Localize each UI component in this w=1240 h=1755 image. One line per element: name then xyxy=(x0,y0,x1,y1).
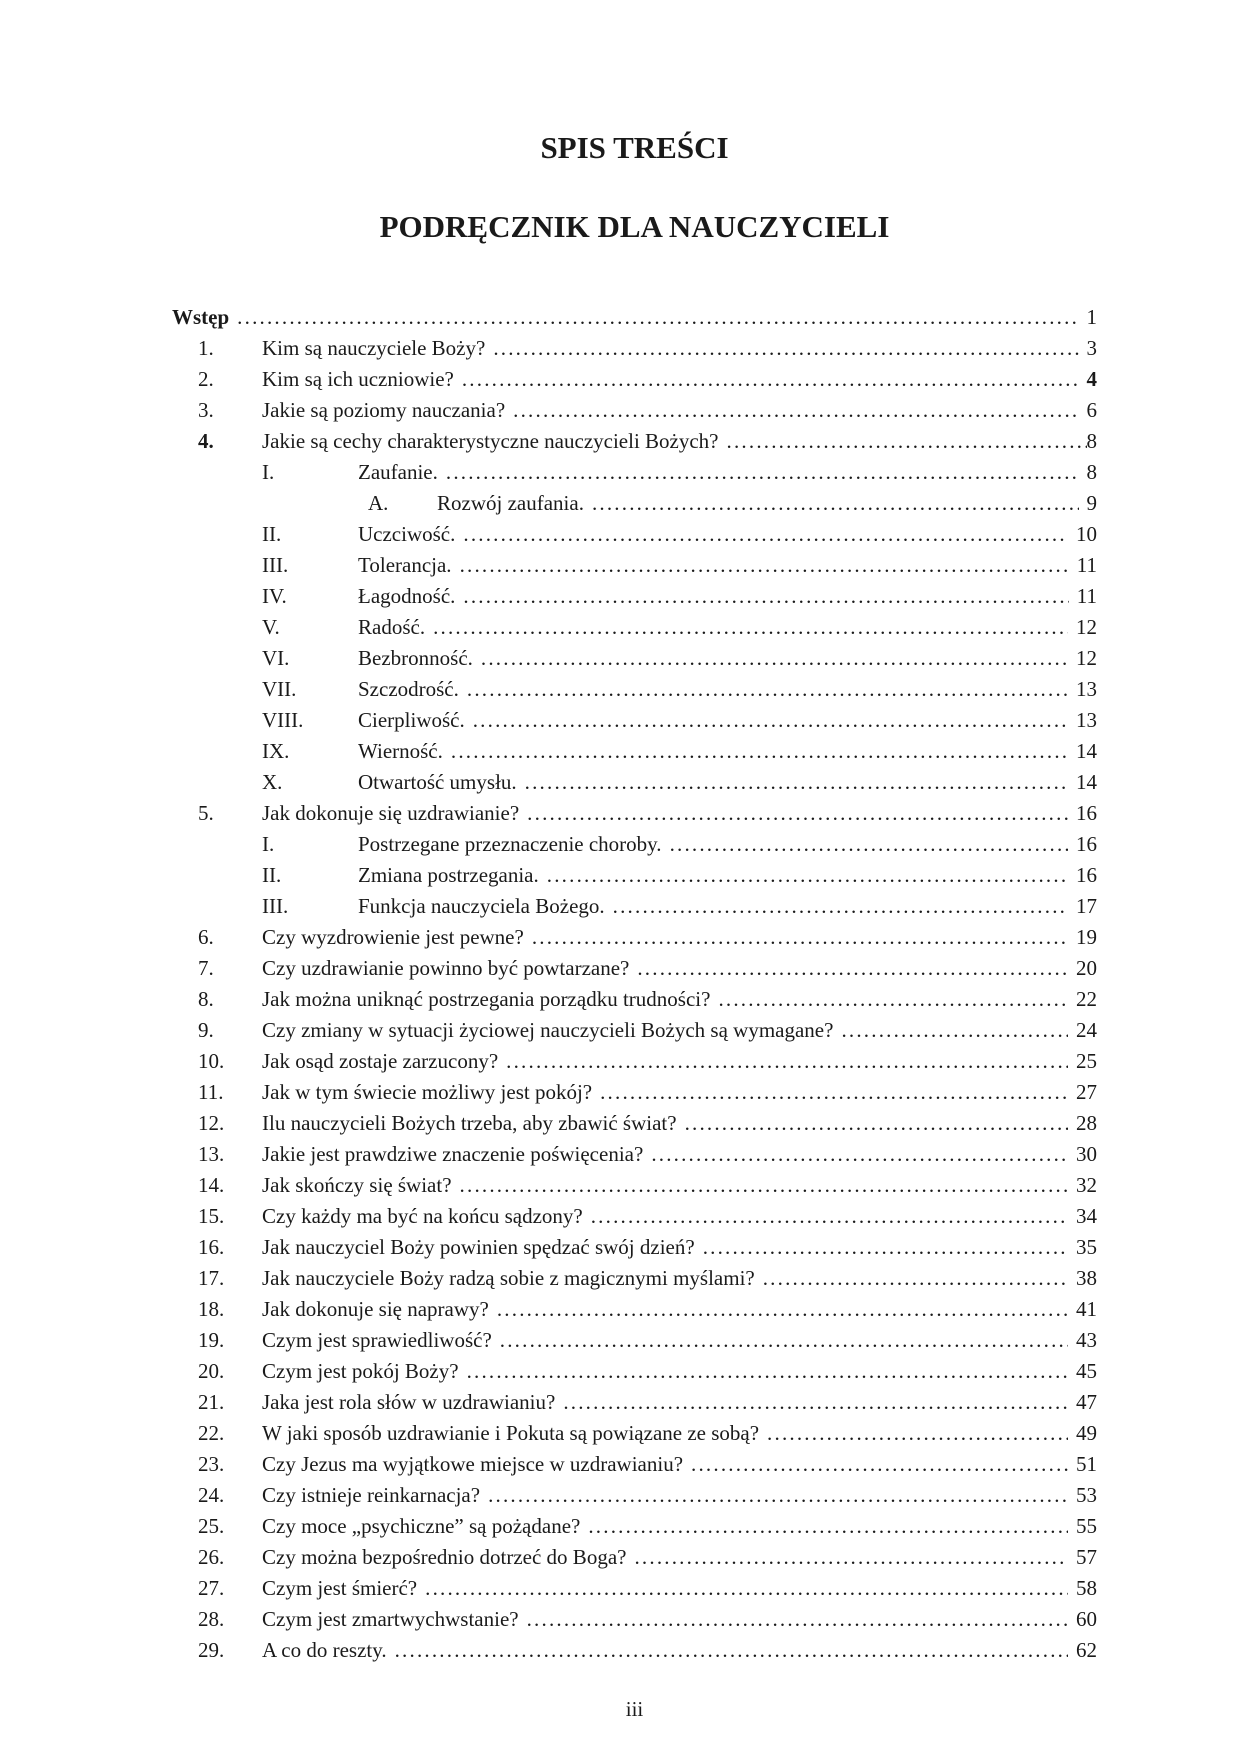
toc-item-number: 5. xyxy=(198,801,214,825)
toc-row xyxy=(172,1511,1097,1542)
toc-row xyxy=(172,550,1097,581)
toc-item-number: II. xyxy=(262,863,282,887)
toc-row xyxy=(172,953,1097,984)
toc-item-number: 22. xyxy=(198,1421,225,1445)
dot-leader xyxy=(563,1387,1068,1418)
dot-leader xyxy=(462,364,1079,395)
toc-item-page: 14 xyxy=(1076,739,1097,763)
toc-item-page: 11 xyxy=(1076,584,1097,608)
page-title: SPIS TREŚCI xyxy=(540,130,729,165)
dot-leader xyxy=(592,488,1079,519)
toc-item-page: 13 xyxy=(1076,677,1097,701)
toc-row xyxy=(172,643,1097,674)
toc-item-page: 62 xyxy=(1076,1638,1097,1662)
toc-row xyxy=(172,674,1097,705)
toc-row xyxy=(172,581,1097,612)
toc-item-page: 13 xyxy=(1076,708,1097,732)
toc-item-number: VII. xyxy=(262,677,297,701)
toc-list xyxy=(172,302,1097,1666)
toc-item-title: Czy można bezpośrednio dotrzeć do Boga? xyxy=(262,1545,627,1569)
toc-row xyxy=(172,1170,1097,1201)
toc-item-title: Wierność. xyxy=(358,739,443,763)
toc-item-page: 12 xyxy=(1076,615,1097,639)
toc-row xyxy=(172,1325,1097,1356)
toc-item-title: Czy wyzdrowienie jest pewne? xyxy=(262,925,524,949)
toc-item-page: 9 xyxy=(1086,491,1097,515)
toc-item-page: 25 xyxy=(1076,1049,1097,1073)
toc-item-page: 28 xyxy=(1076,1111,1097,1135)
toc-item-title: Jakie są cechy charakterystyczne nauczycieli Bożych? xyxy=(262,429,719,453)
toc-item-title: Cierpliwość. xyxy=(358,708,465,732)
toc-item-number: 11. xyxy=(198,1080,224,1104)
toc-item-title: Czy istnieje reinkarnacja? xyxy=(262,1483,481,1507)
toc-row xyxy=(172,302,1097,333)
toc-item-title: Czy Jezus ma wyjątkowe miejsce w uzdrawianiu? xyxy=(262,1452,684,1476)
dot-leader xyxy=(670,829,1068,860)
dot-leader xyxy=(763,1263,1068,1294)
dot-leader xyxy=(395,1635,1068,1666)
dot-leader xyxy=(637,953,1068,984)
toc-item-number: 24. xyxy=(198,1483,225,1507)
toc-item-page: 8 xyxy=(1086,429,1097,453)
dot-leader xyxy=(703,1232,1068,1263)
toc-item-page: 24 xyxy=(1076,1018,1097,1042)
toc-item-title: Kim są ich uczniowie? xyxy=(262,367,454,391)
toc-row xyxy=(172,1108,1097,1139)
toc-row xyxy=(172,333,1097,364)
dot-leader xyxy=(500,1325,1068,1356)
toc-item-page: 20 xyxy=(1076,956,1097,980)
toc-item-number: 28. xyxy=(198,1607,225,1631)
dot-leader xyxy=(767,1418,1068,1449)
toc-item-number: 20. xyxy=(198,1359,225,1383)
dot-leader xyxy=(463,581,1068,612)
toc-row xyxy=(172,736,1097,767)
toc-item-title: Radość. xyxy=(358,615,426,639)
toc-item-page: 22 xyxy=(1076,987,1097,1011)
dot-leader xyxy=(513,395,1078,426)
toc-item-page: 16 xyxy=(1076,863,1097,887)
toc-item-page: 57 xyxy=(1076,1545,1097,1569)
toc-item-title: Jakie jest prawdziwe znaczenie poświęcenia? xyxy=(262,1142,644,1166)
dot-leader xyxy=(463,519,1068,550)
toc-row xyxy=(172,922,1097,953)
toc-item-page: 35 xyxy=(1076,1235,1097,1259)
toc-item-number: III. xyxy=(262,894,289,918)
toc-row xyxy=(172,1356,1097,1387)
toc-item-page: 51 xyxy=(1076,1452,1097,1476)
toc-item-title: Rozwój zaufania. xyxy=(437,491,584,515)
toc-item-number: 3. xyxy=(198,398,214,422)
toc-item-number: 25. xyxy=(198,1514,225,1538)
toc-item-title: Ilu nauczycieli Bożych trzeba, aby zbawić świat? xyxy=(262,1111,677,1135)
toc-item-number: X. xyxy=(262,770,283,794)
toc-item-page: 12 xyxy=(1076,646,1097,670)
toc-item-number: 23. xyxy=(198,1452,225,1476)
toc-row xyxy=(172,612,1097,643)
toc-item-title: Jak dokonuje się uzdrawianie? xyxy=(262,801,520,825)
toc-item-number: 8. xyxy=(198,987,214,1011)
toc-item-page: 49 xyxy=(1076,1421,1097,1445)
toc-item-page: 1 xyxy=(1086,305,1097,329)
toc-row xyxy=(172,829,1097,860)
toc-item-page: 10 xyxy=(1076,522,1097,546)
dot-leader xyxy=(425,1573,1068,1604)
toc-item-title: Czy uzdrawianie powinno być powtarzane? xyxy=(262,956,630,980)
toc-row xyxy=(172,767,1097,798)
toc-item-number: 21. xyxy=(198,1390,225,1414)
toc-item-title: Czym jest sprawiedliwość? xyxy=(262,1328,492,1352)
toc-item-title: Czy zmiany w sytuacji życiowej nauczycieli Bożych są wymagane? xyxy=(262,1018,834,1042)
toc-item-number: A. xyxy=(368,491,389,515)
toc-item-title: Zmiana postrzegania. xyxy=(358,863,539,887)
toc-item-title: Zaufanie. xyxy=(358,460,438,484)
toc-row xyxy=(172,1418,1097,1449)
toc-item-number: 15. xyxy=(198,1204,225,1228)
toc-item-title: Funkcja nauczyciela Bożego. xyxy=(358,894,605,918)
toc-item-title: Jak dokonuje się naprawy? xyxy=(262,1297,489,1321)
dot-leader xyxy=(433,612,1068,643)
toc-item-title: Czym jest zmartwychwstanie? xyxy=(262,1607,519,1631)
dot-leader xyxy=(506,1046,1068,1077)
page-number-footer: iii xyxy=(625,1697,644,1721)
toc-item-page: 41 xyxy=(1076,1297,1097,1321)
toc-row xyxy=(172,519,1097,550)
toc-item-title: Czy każdy ma być na końcu sądzony? xyxy=(262,1204,583,1228)
toc-row xyxy=(172,984,1097,1015)
toc-item-number: 16. xyxy=(198,1235,225,1259)
toc-item-number: V. xyxy=(262,615,280,639)
toc-item-title: Jak w tym świecie możliwy jest pokój? xyxy=(262,1080,593,1104)
toc-item-number: IX. xyxy=(262,739,290,763)
toc-row xyxy=(172,1046,1097,1077)
toc-item-page: 45 xyxy=(1076,1359,1097,1383)
toc-item-page: 47 xyxy=(1076,1390,1097,1414)
dot-leader xyxy=(613,891,1068,922)
dot-leader xyxy=(547,860,1068,891)
toc-row xyxy=(172,1077,1097,1108)
dot-leader xyxy=(446,457,1079,488)
toc-item-title: Jaka jest rola słów w uzdrawianiu? xyxy=(262,1390,556,1414)
toc-row xyxy=(172,1015,1097,1046)
toc-item-page: 17 xyxy=(1076,894,1097,918)
dot-leader xyxy=(591,1201,1068,1232)
toc-item-page: 14 xyxy=(1076,770,1097,794)
toc-item-number: 18. xyxy=(198,1297,225,1321)
toc-item-page: 60 xyxy=(1076,1607,1097,1631)
section-title: PODRĘCZNIK DLA NAUCZYCIELI xyxy=(379,209,890,244)
toc-row xyxy=(172,798,1097,829)
dot-leader xyxy=(718,984,1068,1015)
toc-item-page: 34 xyxy=(1076,1204,1097,1228)
toc-item-number: 7. xyxy=(198,956,214,980)
toc-row xyxy=(172,1573,1097,1604)
dot-leader xyxy=(493,333,1078,364)
dot-leader xyxy=(525,767,1068,798)
toc-item-number: 17. xyxy=(198,1266,225,1290)
dot-leader xyxy=(691,1449,1068,1480)
dot-leader xyxy=(481,643,1068,674)
toc-row xyxy=(172,1294,1097,1325)
toc-item-number: II. xyxy=(262,522,282,546)
toc-item-number: 13. xyxy=(198,1142,225,1166)
toc-item-title: Postrzegane przeznaczenie choroby. xyxy=(358,832,662,856)
toc-row xyxy=(172,457,1097,488)
toc-item-number: 2. xyxy=(198,367,214,391)
toc-item-number: VIII. xyxy=(262,708,304,732)
toc-row xyxy=(172,1263,1097,1294)
toc-item-title: Jak nauczyciel Boży powinien spędzać swój dzień? xyxy=(262,1235,695,1259)
dot-leader xyxy=(651,1139,1068,1170)
toc-item-number: 14. xyxy=(198,1173,225,1197)
toc-item-page: 8 xyxy=(1086,460,1097,484)
toc-item-title: Uczciwość. xyxy=(358,522,456,546)
toc-item-number: 12. xyxy=(198,1111,225,1135)
dot-leader xyxy=(727,426,1087,457)
toc-item-page: 58 xyxy=(1076,1576,1097,1600)
toc-item-title: Wstęp xyxy=(172,305,230,329)
dot-leader xyxy=(532,922,1068,953)
toc-item-page: 4 xyxy=(1086,367,1097,391)
toc-row xyxy=(172,1635,1097,1666)
toc-item-page: 32 xyxy=(1076,1173,1097,1197)
toc-item-title: W jaki sposób uzdrawianie i Pokuta są powiązane ze sobą? xyxy=(262,1421,760,1445)
toc-item-number: 19. xyxy=(198,1328,225,1352)
toc-row xyxy=(172,1542,1097,1573)
toc-item-page: 19 xyxy=(1076,925,1097,949)
toc-item-page: 11 xyxy=(1076,553,1097,577)
toc-item-title: Czym jest śmierć? xyxy=(262,1576,418,1600)
toc-item-title: Jak skończy się świat? xyxy=(262,1173,452,1197)
toc-item-title: Jak osąd zostaje zarzucony? xyxy=(262,1049,499,1073)
toc-item-page: 43 xyxy=(1076,1328,1097,1352)
toc-row xyxy=(172,1449,1097,1480)
toc-item-page: 55 xyxy=(1076,1514,1097,1538)
toc-row xyxy=(172,364,1097,395)
toc-item-page: 16 xyxy=(1076,801,1097,825)
toc-item-title: Otwartość umysłu. xyxy=(358,770,517,794)
toc-item-page: 27 xyxy=(1076,1080,1097,1104)
toc-item-number: IV. xyxy=(262,584,287,608)
toc-item-title: A co do reszty. xyxy=(262,1638,387,1662)
dot-leader xyxy=(685,1108,1068,1139)
toc-item-title: Łagodność. xyxy=(358,584,456,608)
toc-item-number: 6. xyxy=(198,925,214,949)
toc-row xyxy=(172,891,1097,922)
dot-leader xyxy=(467,674,1068,705)
toc-item-page: 38 xyxy=(1076,1266,1097,1290)
toc-item-title: Tolerancja. xyxy=(358,553,452,577)
toc-item-page: 3 xyxy=(1086,336,1097,360)
toc-row xyxy=(172,1201,1097,1232)
toc-item-title: Kim są nauczyciele Boży? xyxy=(262,336,486,360)
dot-leader xyxy=(460,1170,1068,1201)
dot-leader xyxy=(488,1480,1068,1511)
dot-leader xyxy=(473,705,1068,736)
toc-item-number: 10. xyxy=(198,1049,225,1073)
dot-leader xyxy=(841,1015,1068,1046)
toc-item-number: 26. xyxy=(198,1545,225,1569)
dot-leader xyxy=(497,1294,1068,1325)
toc-item-number: 9. xyxy=(198,1018,214,1042)
dot-leader xyxy=(527,1604,1068,1635)
toc-item-title: Jak nauczyciele Boży radzą sobie z magicznymi myślami? xyxy=(262,1266,755,1290)
toc-row xyxy=(172,426,1097,457)
toc-item-number: 29. xyxy=(198,1638,225,1662)
toc-item-number: VI. xyxy=(262,646,290,670)
toc-item-number: 1. xyxy=(198,336,214,360)
toc-item-title: Szczodrość. xyxy=(358,677,459,701)
toc-item-page: 53 xyxy=(1076,1483,1097,1507)
dot-leader xyxy=(451,736,1068,767)
toc-item-page: 30 xyxy=(1076,1142,1097,1166)
toc-item-number: I. xyxy=(262,460,275,484)
toc-item-title: Jakie są poziomy nauczania? xyxy=(262,398,506,422)
toc-row xyxy=(172,860,1097,891)
dot-leader xyxy=(237,302,1078,333)
toc-item-number: III. xyxy=(262,553,289,577)
toc-row xyxy=(172,1604,1097,1635)
toc-row xyxy=(172,705,1097,736)
toc-item-page: 6 xyxy=(1086,398,1097,422)
dot-leader xyxy=(588,1511,1068,1542)
toc-item-title: Bezbronność. xyxy=(358,646,473,670)
toc-item-title: Czym jest pokój Boży? xyxy=(262,1359,459,1383)
toc-row xyxy=(172,1139,1097,1170)
dot-leader xyxy=(460,550,1069,581)
toc-item-title: Czy moce „psychiczne” są pożądane? xyxy=(262,1514,581,1538)
toc-row xyxy=(172,1480,1097,1511)
toc-item-number: 27. xyxy=(198,1576,225,1600)
toc-item-title: Jak można uniknąć postrzegania porządku trudności? xyxy=(262,987,711,1011)
toc-row xyxy=(172,395,1097,426)
toc-row xyxy=(172,488,1097,519)
toc-row xyxy=(172,1232,1097,1263)
dot-leader xyxy=(600,1077,1068,1108)
toc-row xyxy=(172,1387,1097,1418)
dot-leader xyxy=(527,798,1068,829)
toc-item-number: I. xyxy=(262,832,275,856)
dot-leader xyxy=(467,1356,1068,1387)
toc-item-number: 4. xyxy=(198,429,214,453)
dot-leader xyxy=(634,1542,1068,1573)
toc-item-page: 16 xyxy=(1076,832,1097,856)
